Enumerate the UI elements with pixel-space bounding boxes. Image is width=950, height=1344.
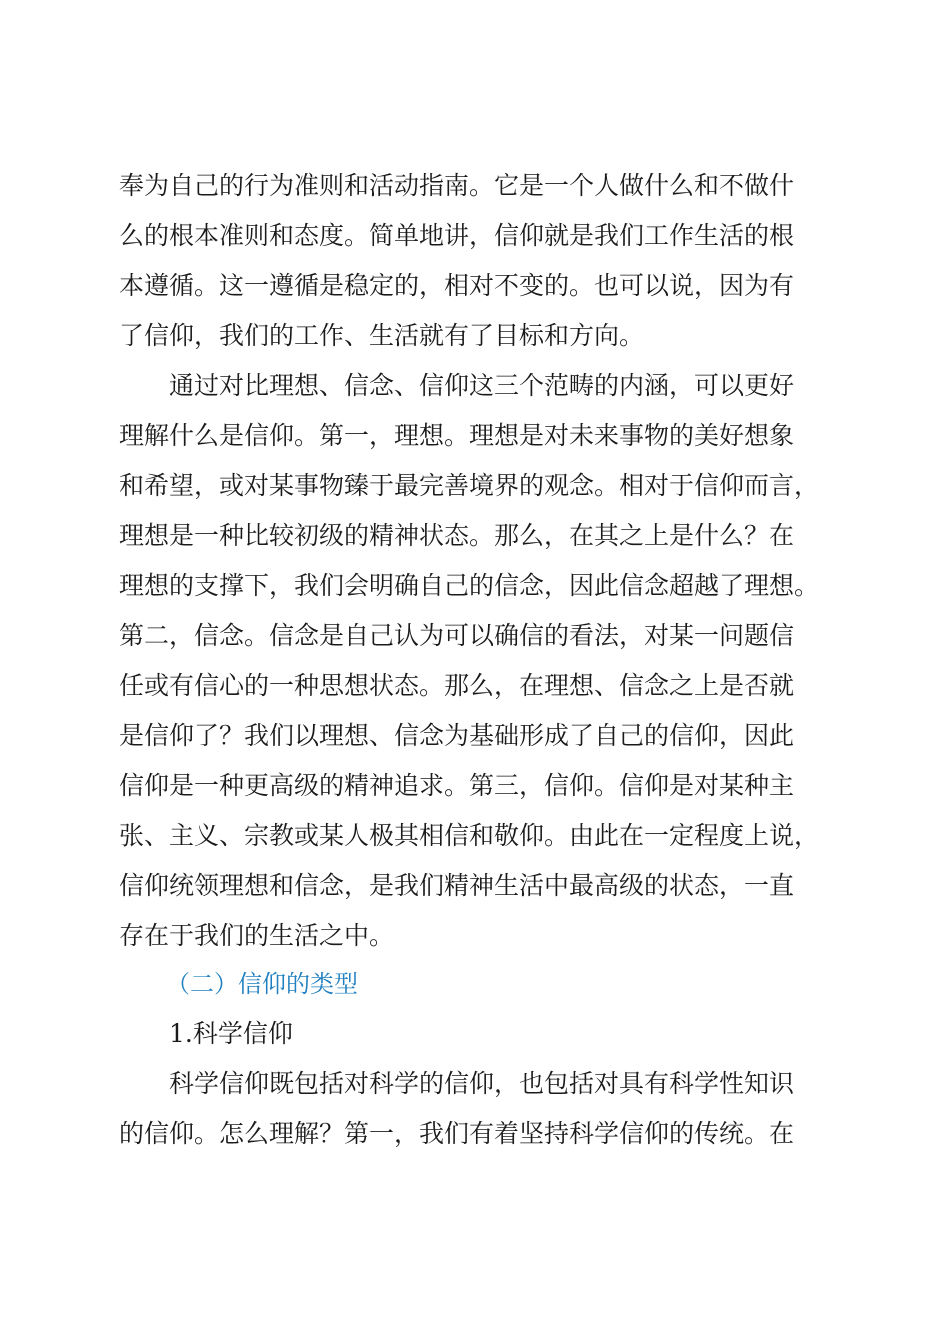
text-line: 理想的支撑下，我们会明确自己的信念，因此信念超越了理想。: [119, 571, 820, 600]
text-line: 信仰统领理想和信念，是我们精神生活中最高级的状态，一直: [119, 871, 795, 900]
text-line: 理解什么是信仰。第一，理想。理想是对未来事物的美好想象: [119, 421, 795, 450]
text-line: 第二，信念。信念是自己认为可以确信的看法，对某一问题信: [119, 621, 795, 650]
section-heading: （二）信仰的类型: [166, 970, 358, 998]
text-line: 了信仰，我们的工作、生活就有了目标和方向。: [119, 321, 645, 350]
text-line: 奉为自己的行为准则和活动指南。它是一个人做什么和不做什: [119, 171, 795, 200]
paragraph-start-line: 通过对比理想、信念、信仰这三个范畴的内涵，可以更好: [169, 371, 795, 400]
text-line: 理想是一种比较初级的精神状态。那么，在其之上是什么？在: [119, 521, 795, 550]
text-line: 存在于我们的生活之中。: [119, 921, 395, 950]
text-line: 信仰是一种更高级的精神追求。第三，信仰。信仰是对某种主: [119, 771, 795, 800]
text-line: 任或有信心的一种思想状态。那么，在理想、信念之上是否就: [119, 671, 795, 700]
text-line: 是信仰了？我们以理想、信念为基础形成了自己的信仰，因此: [119, 721, 795, 750]
text-line: 和希望，或对某事物臻于最完善境界的观念。相对于信仰而言，: [119, 471, 820, 500]
subsection-heading: 1.科学信仰: [169, 1019, 293, 1048]
text-line: 本遵循。这一遵循是稳定的，相对不变的。也可以说，因为有: [119, 271, 795, 300]
text-line: 么的根本准则和态度。简单地讲，信仰就是我们工作生活的根: [119, 221, 795, 250]
text-line: 的信仰。怎么理解？第一，我们有着坚持科学信仰的传统。在: [119, 1119, 795, 1148]
text-line: 张、主义、宗教或某人极其相信和敬仰。由此在一定程度上说，: [119, 821, 820, 850]
paragraph-start-line: 科学信仰既包括对科学的信仰，也包括对具有科学性知识: [169, 1069, 795, 1098]
